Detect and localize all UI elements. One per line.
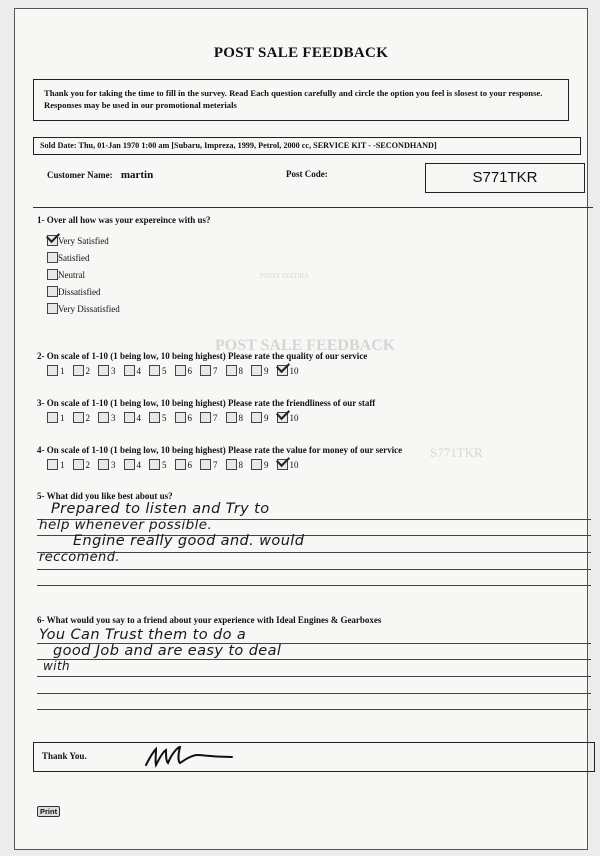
rating-option[interactable] xyxy=(149,365,175,376)
rating-number: 7 xyxy=(213,412,218,423)
rating-option[interactable] xyxy=(226,365,252,376)
answer-line xyxy=(37,552,591,553)
rating-number: 4 xyxy=(136,365,141,376)
question-4-scale xyxy=(47,459,302,470)
checkbox[interactable] xyxy=(277,412,288,423)
rating-number: 5 xyxy=(162,459,167,470)
checkbox[interactable] xyxy=(175,412,186,423)
rating-number: 7 xyxy=(213,365,218,376)
rating-number: 2 xyxy=(85,412,90,423)
question-3: 3- On scale of 1-10 (1 being low, 10 being highest) Please rate the friendliness of our staff xyxy=(37,398,376,408)
intro-text: Thank you for taking the time to fill in the survey. Read Each question carefully and circle the option you feel is slosest to your response. Responses may be used in our promotional meterials xyxy=(44,88,543,110)
rating-option[interactable] xyxy=(226,412,252,423)
rating-number: 4 xyxy=(136,459,141,470)
question-1: 1- Over all how was your expereince with us? xyxy=(37,215,211,225)
rating-number: 10 xyxy=(289,459,299,470)
rating-option[interactable] xyxy=(47,365,73,376)
checkbox[interactable] xyxy=(47,459,58,470)
checkbox[interactable] xyxy=(73,459,84,470)
show-through-title: POST SALE FEEDBACK xyxy=(215,337,396,354)
rating-number: 3 xyxy=(111,365,116,376)
checkbox[interactable] xyxy=(47,365,58,376)
q1-option[interactable] xyxy=(47,252,90,263)
rating-option[interactable] xyxy=(200,365,226,376)
answer-line xyxy=(37,659,591,660)
question-3-scale xyxy=(47,412,302,423)
checkbox[interactable] xyxy=(226,365,237,376)
checkbox[interactable] xyxy=(124,365,135,376)
rating-option[interactable] xyxy=(98,365,124,376)
checkbox[interactable] xyxy=(277,365,288,376)
rating-number: 10 xyxy=(289,365,299,376)
rating-number: 8 xyxy=(238,459,243,470)
rating-option[interactable] xyxy=(175,365,201,376)
rating-number: 6 xyxy=(187,459,192,470)
checkbox[interactable] xyxy=(73,412,84,423)
intro-box xyxy=(33,79,569,121)
checkbox[interactable] xyxy=(98,412,109,423)
rating-option[interactable] xyxy=(47,459,73,470)
answer-line xyxy=(37,569,591,570)
rating-number: 3 xyxy=(111,459,116,470)
rating-option[interactable] xyxy=(251,412,277,423)
checkbox[interactable] xyxy=(200,365,211,376)
signature-image xyxy=(142,743,242,771)
rating-number: 5 xyxy=(162,412,167,423)
question-2: 2- On scale of 1-10 (1 being low, 10 being highest) Please rate the quality of our service xyxy=(37,351,368,361)
checkbox[interactable] xyxy=(277,459,288,470)
rating-number: 2 xyxy=(85,365,90,376)
checkbox[interactable] xyxy=(251,365,262,376)
checkbox[interactable] xyxy=(200,459,211,470)
checkbox[interactable] xyxy=(149,365,160,376)
rating-number: 1 xyxy=(60,412,65,423)
q1-option-label: Very Satisfied xyxy=(58,235,109,246)
checkbox[interactable] xyxy=(47,286,58,297)
customer-name-row xyxy=(47,169,153,181)
q1-option-label: Very Dissatisfied xyxy=(58,303,120,314)
postcode-label: Post Code: xyxy=(286,169,328,179)
feedback-form-sheet xyxy=(14,8,588,850)
answer-line xyxy=(37,693,591,694)
checkbox[interactable] xyxy=(175,365,186,376)
q5-answer-line-2: help whenever possible. xyxy=(39,517,213,533)
rating-option[interactable] xyxy=(277,365,303,376)
question-6: 6- What would you say to a friend about your experience with Ideal Engines & Gearboxes xyxy=(37,615,382,625)
rating-option[interactable] xyxy=(73,412,99,423)
rating-number: 1 xyxy=(60,365,65,376)
checkbox[interactable] xyxy=(149,459,160,470)
rating-option[interactable] xyxy=(226,459,252,470)
q5-answer-line-1: Prepared to listen and Try to xyxy=(51,501,270,517)
sold-date-box xyxy=(33,137,581,155)
checkbox[interactable] xyxy=(98,365,109,376)
q1-option-label: Satisfied xyxy=(58,252,90,263)
checkbox[interactable] xyxy=(124,412,135,423)
rating-number: 2 xyxy=(85,459,90,470)
rating-option[interactable] xyxy=(124,365,150,376)
checkbox[interactable] xyxy=(226,459,237,470)
rating-number: 6 xyxy=(187,412,192,423)
divider xyxy=(33,207,593,208)
q6-answer-line-3: with xyxy=(43,659,71,673)
rating-option[interactable] xyxy=(47,412,73,423)
rating-option[interactable] xyxy=(124,459,150,470)
q5-answer-line-3: Engine really good and. would xyxy=(73,533,305,549)
rating-number: 8 xyxy=(238,412,243,423)
rating-number: 1 xyxy=(60,459,65,470)
q6-answer-line-2: good Job and are easy to deal xyxy=(53,643,282,659)
form-title: POST SALE FEEDBACK xyxy=(213,45,389,61)
rating-option[interactable] xyxy=(200,412,226,423)
rating-option[interactable] xyxy=(73,365,99,376)
thank-you-box xyxy=(33,742,595,772)
rating-option[interactable] xyxy=(200,459,226,470)
rating-option[interactable] xyxy=(73,459,99,470)
sold-date-label: Sold Date: xyxy=(40,141,77,150)
checkbox[interactable] xyxy=(149,412,160,423)
checkbox[interactable] xyxy=(200,412,211,423)
question-2-scale xyxy=(47,365,302,376)
customer-name-value: martin xyxy=(120,169,154,181)
q1-option[interactable] xyxy=(47,286,101,297)
rating-number: 10 xyxy=(289,412,299,423)
rating-number: 9 xyxy=(264,459,269,470)
checkbox[interactable] xyxy=(73,365,84,376)
checkbox[interactable] xyxy=(47,303,58,314)
rating-number: 4 xyxy=(136,412,141,423)
checkbox[interactable] xyxy=(47,412,58,423)
show-through-print-label: PRINT FEEDBA xyxy=(260,272,310,280)
rating-option[interactable] xyxy=(149,412,175,423)
rating-number: 6 xyxy=(187,365,192,376)
rating-option[interactable] xyxy=(277,459,303,470)
rating-number: 7 xyxy=(213,459,218,470)
rating-option[interactable] xyxy=(251,459,277,470)
checkbox[interactable] xyxy=(47,269,58,280)
checkbox[interactable] xyxy=(226,412,237,423)
checkbox[interactable] xyxy=(47,235,58,246)
answer-line xyxy=(37,709,591,710)
q5-answer-line-4: reccomend. xyxy=(39,550,120,565)
rating-option[interactable] xyxy=(175,459,201,470)
rating-number: 9 xyxy=(264,365,269,376)
q1-option-label: Neutral xyxy=(58,269,85,280)
rating-number: 3 xyxy=(111,412,116,423)
q1-option-label: Dissatisfied xyxy=(58,286,101,297)
postcode-field[interactable]: S771TKR xyxy=(425,163,585,193)
q6-answer-line-1: You Can Trust them to do a xyxy=(39,627,247,643)
rating-option[interactable] xyxy=(149,459,175,470)
question-5: 5- What did you like best about us? xyxy=(37,491,173,501)
rating-option[interactable] xyxy=(251,365,277,376)
rating-number: 8 xyxy=(238,365,243,376)
rating-option[interactable] xyxy=(124,412,150,423)
checkbox[interactable] xyxy=(251,412,262,423)
rating-number: 5 xyxy=(162,365,167,376)
show-through-postcode: S771TKR xyxy=(430,445,483,460)
rating-option[interactable] xyxy=(277,412,303,423)
checkbox[interactable] xyxy=(175,459,186,470)
thank-you-label: Thank You. xyxy=(42,751,87,761)
answer-line xyxy=(37,585,591,586)
print-button[interactable]: Print xyxy=(37,806,60,817)
checkbox[interactable] xyxy=(251,459,262,470)
q1-option[interactable] xyxy=(47,303,120,314)
sold-date-value: Thu, 01-Jan 1970 1:00 am [Subaru, Impreza, 1999, Petrol, 2000 cc, SERVICE KIT - -SECONDHAND] xyxy=(78,141,437,150)
rating-number: 9 xyxy=(264,412,269,423)
checkbox[interactable] xyxy=(98,459,109,470)
q1-option[interactable] xyxy=(47,235,109,246)
rating-option[interactable] xyxy=(175,412,201,423)
checkbox[interactable] xyxy=(47,252,58,263)
customer-name-label: Customer Name: xyxy=(47,170,113,180)
question-4: 4- On scale of 1-10 (1 being low, 10 being highest) Please rate the value for money of our service xyxy=(37,445,403,455)
checkbox[interactable] xyxy=(124,459,135,470)
rating-option[interactable] xyxy=(98,459,124,470)
q1-option[interactable] xyxy=(47,269,85,280)
rating-option[interactable] xyxy=(98,412,124,423)
answer-line xyxy=(37,676,591,677)
